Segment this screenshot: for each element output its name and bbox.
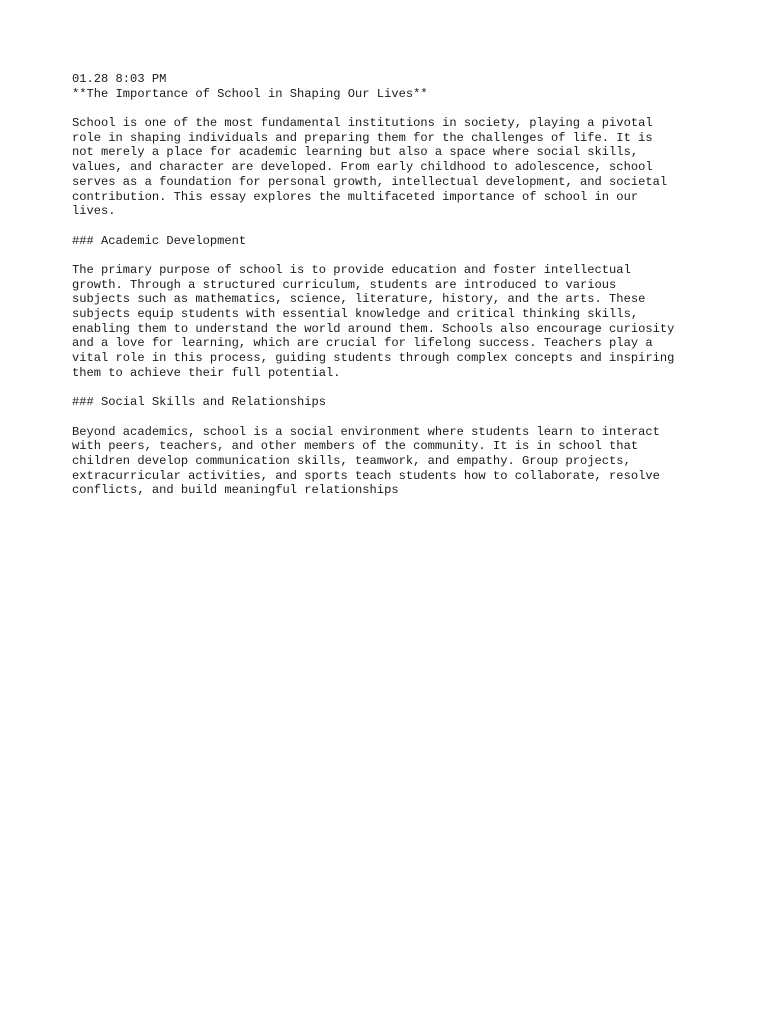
paragraph-line: contribution. This essay explores the multifaceted importance of school in our [72,189,639,204]
paragraph-line: Beyond academics, school is a social environment where students learn to interact [72,424,660,439]
section-heading-social: ### Social Skills and Relationships [72,395,327,410]
spacer [72,410,712,425]
paragraph-line: with peers, teachers, and other members of the community. It is in school that [72,439,639,454]
paragraph-line: extracurricular activities, and sports teach students how to collaborate, resolve [72,468,660,483]
spacer [72,248,712,263]
paragraph-line: enabling them to understand the world around them. Schools also encourage curiosity [72,321,675,336]
spacer [72,380,712,395]
paragraph-line: not merely a place for academic learning but also a space where social skills, [72,145,639,160]
academic-paragraph [72,263,712,381]
paragraph-line: subjects such as mathematics, science, literature, history, and the arts. These [72,292,646,307]
document-title: **The Importance of School in Shaping Our Lives** [72,86,428,101]
paragraph-line: growth. Through a structured curriculum, students are introduced to various [72,277,617,292]
document-body [72,72,712,498]
paragraph-line: School is one of the most fundamental institutions in society, playing a pivotal [72,116,653,131]
paragraph-line: values, and character are developed. From early childhood to adolescence, school [72,160,653,175]
intro-paragraph [72,116,712,219]
section-heading-academic: ### Academic Development [72,233,247,248]
paragraph-line: lives. [72,204,116,219]
spacer [72,101,712,116]
paragraph-line: role in shaping individuals and preparing them for the challenges of life. It is [72,130,653,145]
paragraph-line: subjects equip students with essential knowledge and critical thinking skills, [72,307,639,321]
paragraph-line: The primary purpose of school is to provide education and foster intellectual [72,262,631,277]
paragraph-line: serves as a foundation for personal growth, intellectual development, and societal [72,174,668,189]
paragraph-line: them to achieve their full potential. [72,365,341,380]
spacer [72,219,712,234]
timestamp: 01.28 8:03 PM [72,72,167,86]
paragraph-line: and a love for learning, which are crucial for lifelong success. Teachers play a [72,336,653,351]
paragraph-line: vital role in this process, guiding students through complex concepts and inspiring [72,351,675,366]
social-paragraph [72,425,712,498]
paragraph-line: children develop communication skills, teamwork, and empathy. Group projects, [72,453,631,468]
paragraph-line: conflicts, and build meaningful relationships [72,483,399,498]
